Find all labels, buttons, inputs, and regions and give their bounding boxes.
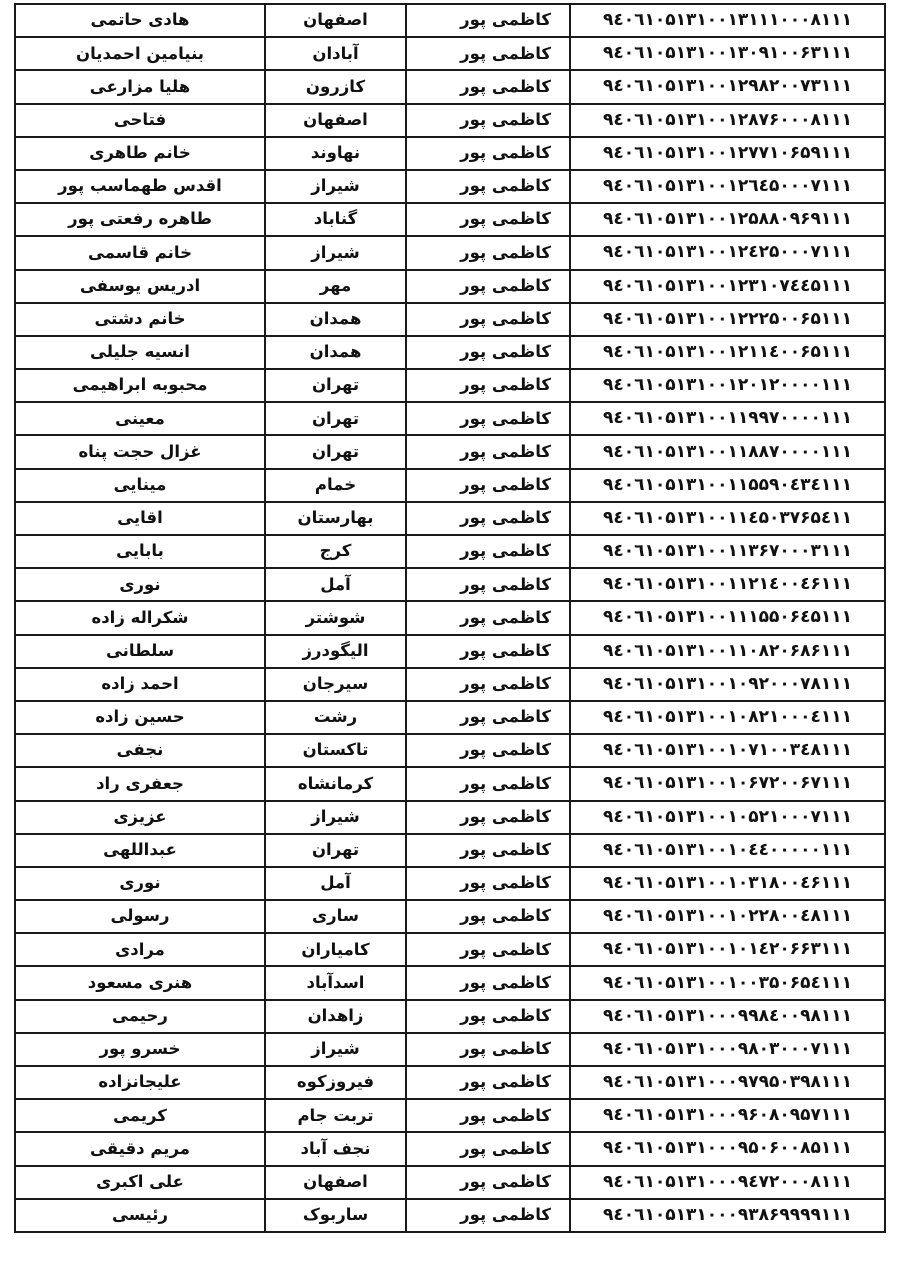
tracking-code-cell: ۹٤۰٦۱۰۵۱۳۱۰۰۱۰۵۲۱۰۰۰۷۱۱۱ (570, 801, 885, 834)
tracking-code-cell: ۹٤۰٦۱۰۵۱۳۱۰۰۱۲۱۱٤۰۰۶۵۱۱۱ (570, 336, 885, 369)
table-row (15, 1033, 885, 1066)
tracking-code-cell: ۹٤۰٦۱۰۵۱۳۱۰۰۱۲٤۲۵۰۰۰۷۱۱۱ (570, 236, 885, 269)
supplier-cell: کاظمی پور (406, 170, 570, 203)
tracking-code-cell: ۹٤۰٦۱۰۵۱۳۱۰۰۱۳۱۱۱۰۰۰۸۱۱۱ (570, 4, 885, 37)
recipient-name-cell: جعفری راد (15, 767, 265, 800)
supplier-cell: کاظمی پور (406, 635, 570, 668)
city-cell: الیگودرز (265, 635, 406, 668)
table-row (15, 236, 885, 269)
city-cell: کازرون (265, 70, 406, 103)
city-cell: فیروزکوه (265, 1066, 406, 1099)
table-row (15, 369, 885, 402)
table-row (15, 900, 885, 933)
city-cell: خمام (265, 469, 406, 502)
supplier-cell: کاظمی پور (406, 734, 570, 767)
table-row (15, 867, 885, 900)
records-table-body (15, 4, 885, 1232)
tracking-code-cell: ۹٤۰٦۱۰۵۱۳۱۰۰۰۹۷۹۵۰۳۹۸۱۱۱ (570, 1066, 885, 1099)
city-cell: تهران (265, 834, 406, 867)
table-row (15, 1132, 885, 1165)
table-row (15, 668, 885, 701)
recipient-name-cell: طاهره رفعتی پور (15, 203, 265, 236)
supplier-cell: کاظمی پور (406, 668, 570, 701)
recipient-name-cell: خسرو پور (15, 1033, 265, 1066)
recipient-name-cell: علی اکبری (15, 1166, 265, 1199)
table-row (15, 635, 885, 668)
supplier-cell: کاظمی پور (406, 568, 570, 601)
supplier-cell: کاظمی پور (406, 236, 570, 269)
tracking-code-cell: ۹٤۰٦۱۰۵۱۳۱۰۰۰۹۳۸۶۹۹۹۹۱۱۱ (570, 1199, 885, 1232)
supplier-cell: کاظمی پور (406, 37, 570, 70)
table-row (15, 303, 885, 336)
city-cell: نهاوند (265, 137, 406, 170)
city-cell: تهران (265, 435, 406, 468)
recipient-name-cell: هلیا مزارعی (15, 70, 265, 103)
supplier-cell: کاظمی پور (406, 70, 570, 103)
supplier-cell: کاظمی پور (406, 104, 570, 137)
table-row (15, 1000, 885, 1033)
recipient-name-cell: مرادی (15, 933, 265, 966)
recipient-name-cell: رئیسی (15, 1199, 265, 1232)
tracking-code-cell: ۹٤۰٦۱۰۵۱۳۱۰۰۱۰۱٤۲۰۶۶۳۱۱۱ (570, 933, 885, 966)
supplier-cell: کاظمی پور (406, 1199, 570, 1232)
table-row (15, 104, 885, 137)
city-cell: زاهدان (265, 1000, 406, 1033)
city-cell: آمل (265, 867, 406, 900)
table-row (15, 801, 885, 834)
recipient-name-cell: شکراله زاده (15, 601, 265, 634)
tracking-code-cell: ۹٤۰٦۱۰۵۱۳۱۰۰۱۲۹۸۲۰۰۷۳۱۱۱ (570, 70, 885, 103)
table-row (15, 435, 885, 468)
table-row (15, 1166, 885, 1199)
recipient-name-cell: محبوبه ابراهیمی (15, 369, 265, 402)
tracking-code-cell: ۹٤۰٦۱۰۵۱۳۱۰۰۱۲۰۱۲۰۰۰۰۱۱۱ (570, 369, 885, 402)
city-cell: آبادان (265, 37, 406, 70)
recipient-name-cell: رسولی (15, 900, 265, 933)
tracking-code-cell: ۹٤۰٦۱۰۵۱۳۱۰۰۱۰۳۱۸۰۰٤۶۱۱۱ (570, 867, 885, 900)
city-cell: همدان (265, 303, 406, 336)
supplier-cell: کاظمی پور (406, 137, 570, 170)
table-row (15, 1066, 885, 1099)
supplier-cell: کاظمی پور (406, 1132, 570, 1165)
supplier-cell: کاظمی پور (406, 1166, 570, 1199)
city-cell: اصفهان (265, 4, 406, 37)
recipient-name-cell: بنیامین احمدیان (15, 37, 265, 70)
city-cell: اصفهان (265, 1166, 406, 1199)
supplier-cell: کاظمی پور (406, 4, 570, 37)
city-cell: گناباد (265, 203, 406, 236)
city-cell: رشت (265, 701, 406, 734)
supplier-cell: کاظمی پور (406, 767, 570, 800)
city-cell: کرمانشاه (265, 767, 406, 800)
supplier-cell: کاظمی پور (406, 966, 570, 999)
recipient-name-cell: نجفی (15, 734, 265, 767)
recipient-name-cell: احمد زاده (15, 668, 265, 701)
tracking-code-cell: ۹٤۰٦۱۰۵۱۳۱۰۰۱۲۸۷۶۰۰۰۸۱۱۱ (570, 104, 885, 137)
supplier-cell: کاظمی پور (406, 834, 570, 867)
recipient-name-cell: اقایی (15, 502, 265, 535)
supplier-cell: کاظمی پور (406, 435, 570, 468)
city-cell: شوشتر (265, 601, 406, 634)
tracking-code-cell: ۹٤۰٦۱۰۵۱۳۱۰۰۱۰۲۲۸۰۰٤۸۱۱۱ (570, 900, 885, 933)
records-table (14, 3, 886, 1233)
city-cell: شیراز (265, 170, 406, 203)
tracking-code-cell: ۹٤۰٦۱۰۵۱۳۱۰۰۱۲۲۲۵۰۰۶۵۱۱۱ (570, 303, 885, 336)
table-row (15, 469, 885, 502)
table-row (15, 535, 885, 568)
city-cell: شیراز (265, 1033, 406, 1066)
tracking-code-cell: ۹٤۰٦۱۰۵۱۳۱۰۰۱۱۱۵۵۰۶٤۵۱۱۱ (570, 601, 885, 634)
table-row (15, 734, 885, 767)
table-row (15, 4, 885, 37)
tracking-code-cell: ۹٤۰٦۱۰۵۱۳۱۰۰۱۱۲۱٤۰۰٤۶۱۱۱ (570, 568, 885, 601)
supplier-cell: کاظمی پور (406, 502, 570, 535)
tracking-code-cell: ۹٤۰٦۱۰۵۱۳۱۰۰۱۲۵۸۸۰۹۶۹۱۱۱ (570, 203, 885, 236)
city-cell: ساربوک (265, 1199, 406, 1232)
recipient-name-cell: ادریس یوسفی (15, 270, 265, 303)
table-row (15, 402, 885, 435)
table-row (15, 502, 885, 535)
table-row (15, 1099, 885, 1132)
table-row (15, 834, 885, 867)
tracking-code-cell: ۹٤۰٦۱۰۵۱۳۱۰۰۱۱٤۵۰۳۷۶۵٤۱۱ (570, 502, 885, 535)
city-cell: آمل (265, 568, 406, 601)
supplier-cell: کاظمی پور (406, 601, 570, 634)
tracking-code-cell: ۹٤۰٦۱۰۵۱۳۱۰۰۱۲۳۱۰۷٤٤۵۱۱۱ (570, 270, 885, 303)
supplier-cell: کاظمی پور (406, 336, 570, 369)
tracking-code-cell: ۹٤۰٦۱۰۵۱۳۱۰۰۱۳۰۹۱۰۰۶۳۱۱۱ (570, 37, 885, 70)
supplier-cell: کاظمی پور (406, 1099, 570, 1132)
recipient-name-cell: اقدس طهماسب پور (15, 170, 265, 203)
tracking-code-cell: ۹٤۰٦۱۰۵۱۳۱۰۰۱۱۸۸۷۰۰۰۰۱۱۱ (570, 435, 885, 468)
recipient-name-cell: خانم طاهری (15, 137, 265, 170)
supplier-cell: کاظمی پور (406, 535, 570, 568)
supplier-cell: کاظمی پور (406, 933, 570, 966)
recipient-name-cell: خانم دشتی (15, 303, 265, 336)
tracking-code-cell: ۹٤۰٦۱۰۵۱۳۱۰۰۱۱۳۶۷۰۰۰۳۱۱۱ (570, 535, 885, 568)
recipient-name-cell: علیجانزاده (15, 1066, 265, 1099)
supplier-cell: کاظمی پور (406, 900, 570, 933)
recipient-name-cell: نوری (15, 867, 265, 900)
recipient-name-cell: هادی حاتمی (15, 4, 265, 37)
recipient-name-cell: عزیزی (15, 801, 265, 834)
table-row (15, 170, 885, 203)
supplier-cell: کاظمی پور (406, 801, 570, 834)
recipient-name-cell: مینایی (15, 469, 265, 502)
recipient-name-cell: فتاحی (15, 104, 265, 137)
recipient-name-cell: معینی (15, 402, 265, 435)
table-row (15, 568, 885, 601)
supplier-cell: کاظمی پور (406, 1033, 570, 1066)
city-cell: شیراز (265, 236, 406, 269)
recipient-name-cell: مریم دقیقی (15, 1132, 265, 1165)
recipient-name-cell: انسیه جلیلی (15, 336, 265, 369)
table-row (15, 933, 885, 966)
tracking-code-cell: ۹٤۰٦۱۰۵۱۳۱۰۰۱۱۵۵۹۰٤۳٤۱۱۱ (570, 469, 885, 502)
tracking-code-cell: ۹٤۰٦۱۰۵۱۳۱۰۰۱۲٦٤۵۰۰۰۷۱۱۱ (570, 170, 885, 203)
tracking-code-cell: ۹٤۰٦۱۰۵۱۳۱۰۰۱۰۰۳۵۰۶۵٤۱۱۱ (570, 966, 885, 999)
recipient-name-cell: کریمی (15, 1099, 265, 1132)
supplier-cell: کاظمی پور (406, 369, 570, 402)
tracking-code-cell: ۹٤۰٦۱۰۵۱۳۱۰۰۰۹۸۰۳۰۰۰۷۱۱۱ (570, 1033, 885, 1066)
supplier-cell: کاظمی پور (406, 701, 570, 734)
table-row (15, 137, 885, 170)
table-row (15, 70, 885, 103)
tracking-code-cell: ۹٤۰٦۱۰۵۱۳۱۰۰۱۰٤٤۰۰۰۰۰۱۱۱ (570, 834, 885, 867)
tracking-code-cell: ۹٤۰٦۱۰۵۱۳۱۰۰۱۰۸۲۱۰۰۰٤۱۱۱ (570, 701, 885, 734)
table-row (15, 37, 885, 70)
recipient-name-cell: خانم قاسمی (15, 236, 265, 269)
recipient-name-cell: عبداللهی (15, 834, 265, 867)
recipient-name-cell: بابایی (15, 535, 265, 568)
table-row (15, 270, 885, 303)
city-cell: اسدآباد (265, 966, 406, 999)
table-row (15, 336, 885, 369)
tracking-code-cell: ۹٤۰٦۱۰۵۱۳۱۰۰۰۹٤۷۲۰۰۰۸۱۱۱ (570, 1166, 885, 1199)
recipient-name-cell: هنری مسعود (15, 966, 265, 999)
supplier-cell: کاظمی پور (406, 867, 570, 900)
city-cell: ساری (265, 900, 406, 933)
tracking-code-cell: ۹٤۰٦۱۰۵۱۳۱۰۰۱۰۶۷۲۰۰۶۷۱۱۱ (570, 767, 885, 800)
city-cell: کامیاران (265, 933, 406, 966)
table-row (15, 767, 885, 800)
recipient-name-cell: سلطانی (15, 635, 265, 668)
tracking-code-cell: ۹٤۰٦۱۰۵۱۳۱۰۰۰۹۹۸٤۰۰۹۸۱۱۱ (570, 1000, 885, 1033)
table-row (15, 203, 885, 236)
city-cell: تهران (265, 369, 406, 402)
city-cell: نجف آباد (265, 1132, 406, 1165)
table-row (15, 966, 885, 999)
table-row (15, 601, 885, 634)
city-cell: سیرجان (265, 668, 406, 701)
supplier-cell: کاظمی پور (406, 303, 570, 336)
tracking-code-cell: ۹٤۰٦۱۰۵۱۳۱۰۰۱۱۰۸۲۰۶۸۶۱۱۱ (570, 635, 885, 668)
tracking-code-cell: ۹٤۰٦۱۰۵۱۳۱۰۰۰۹۶۰۸۰۹۵۷۱۱۱ (570, 1099, 885, 1132)
recipient-name-cell: غزال حجت پناه (15, 435, 265, 468)
recipient-name-cell: حسین زاده (15, 701, 265, 734)
supplier-cell: کاظمی پور (406, 1066, 570, 1099)
city-cell: مهر (265, 270, 406, 303)
city-cell: بهارستان (265, 502, 406, 535)
tracking-code-cell: ۹٤۰٦۱۰۵۱۳۱۰۰۱۰۹۲۰۰۰۷۸۱۱۱ (570, 668, 885, 701)
supplier-cell: کاظمی پور (406, 203, 570, 236)
table-row (15, 1199, 885, 1232)
city-cell: همدان (265, 336, 406, 369)
supplier-cell: کاظمی پور (406, 402, 570, 435)
supplier-cell: کاظمی پور (406, 469, 570, 502)
table-row (15, 701, 885, 734)
city-cell: تهران (265, 402, 406, 435)
recipient-name-cell: رحیمی (15, 1000, 265, 1033)
city-cell: تربت جام (265, 1099, 406, 1132)
city-cell: شیراز (265, 801, 406, 834)
tracking-code-cell: ۹٤۰٦۱۰۵۱۳۱۰۰۱۲۷۷۱۰۶۵۹۱۱۱ (570, 137, 885, 170)
city-cell: اصفهان (265, 104, 406, 137)
supplier-cell: کاظمی پور (406, 270, 570, 303)
tracking-code-cell: ۹٤۰٦۱۰۵۱۳۱۰۰۰۹۵۰۶۰۰۸۵۱۱۱ (570, 1132, 885, 1165)
city-cell: تاکستان (265, 734, 406, 767)
tracking-code-cell: ۹٤۰٦۱۰۵۱۳۱۰۰۱۱۹۹۷۰۰۰۰۱۱۱ (570, 402, 885, 435)
supplier-cell: کاظمی پور (406, 1000, 570, 1033)
tracking-code-cell: ۹٤۰٦۱۰۵۱۳۱۰۰۱۰۷۱۰۰۳٤۸۱۱۱ (570, 734, 885, 767)
city-cell: کرج (265, 535, 406, 568)
recipient-name-cell: نوری (15, 568, 265, 601)
